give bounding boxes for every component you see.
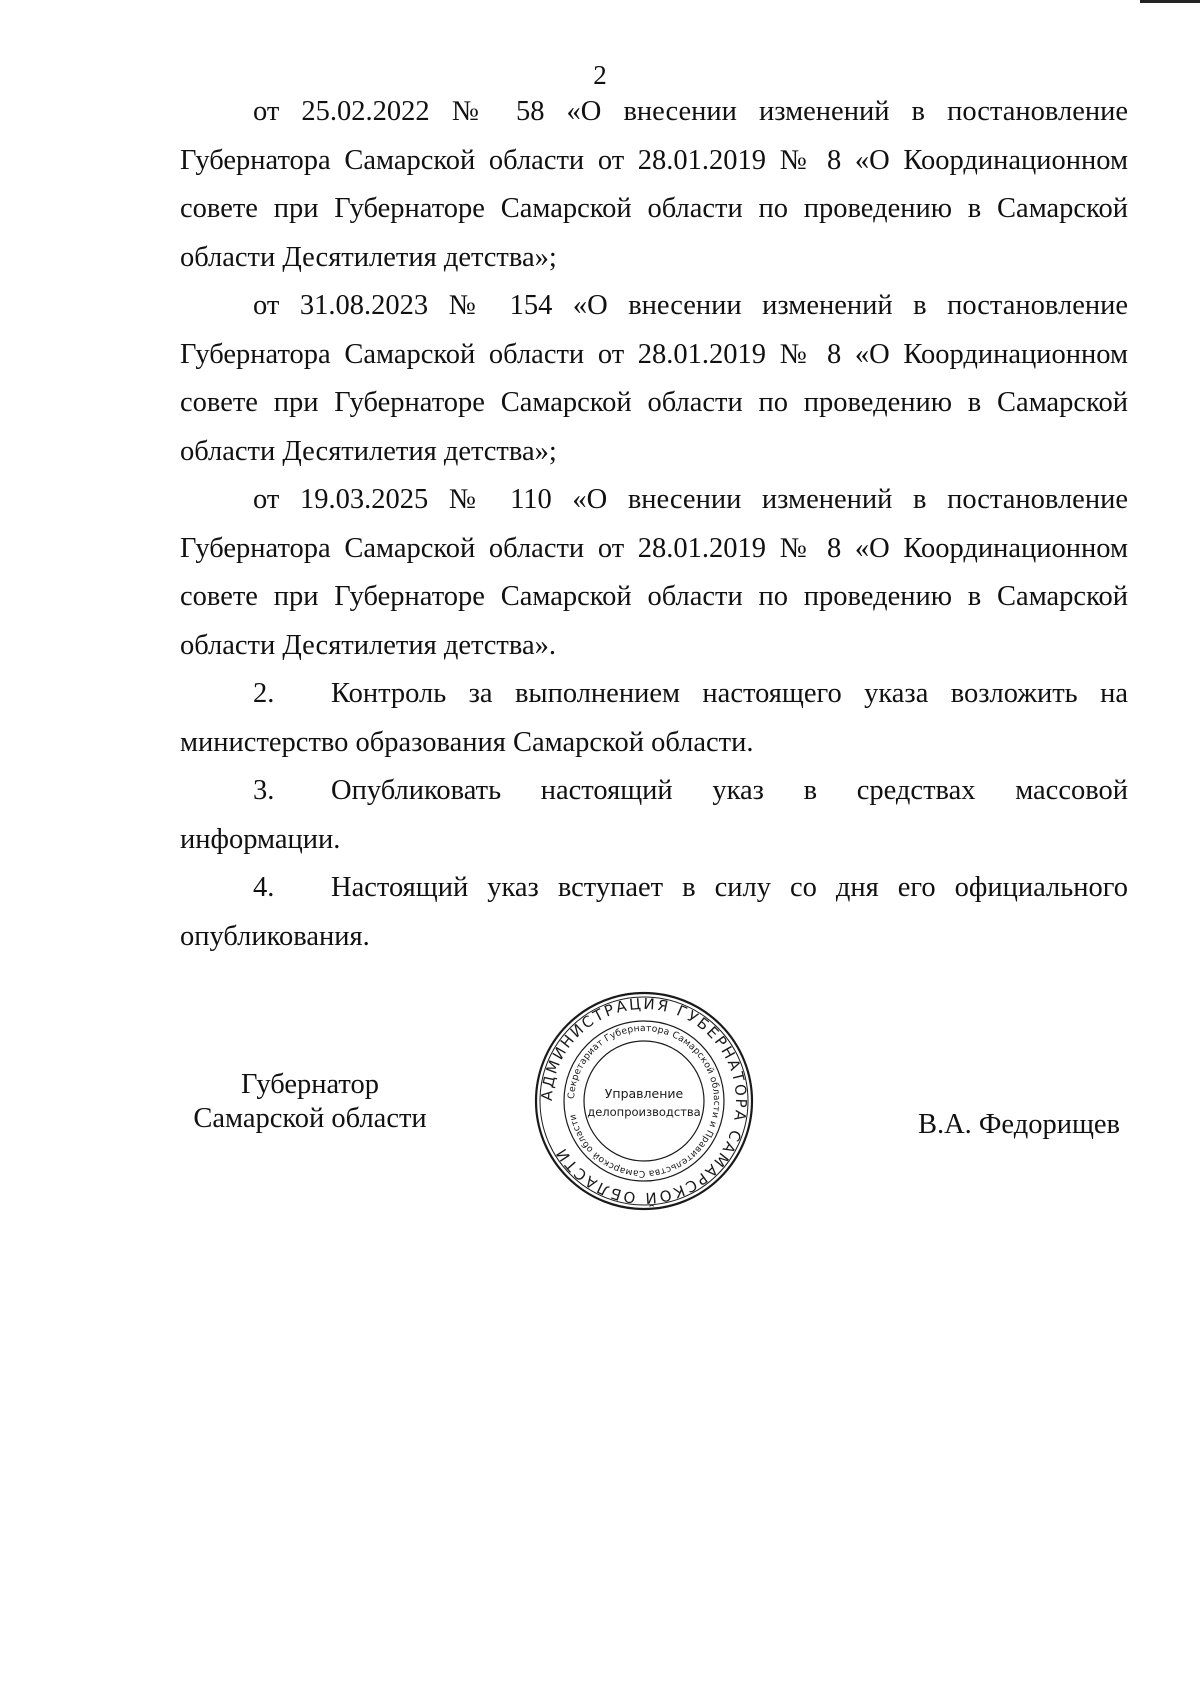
seal-center-line-1: Управление bbox=[604, 1086, 684, 1101]
scan-edge-mark bbox=[1140, 0, 1200, 3]
signatory-title-line1: Губернатор bbox=[240, 1069, 380, 1100]
official-seal-stamp bbox=[533, 990, 755, 1212]
seal-graphic bbox=[533, 990, 755, 1212]
seal-inner-ring-text: Секретариат Губернатора Самарской области и Правительства Самарской области bbox=[565, 1022, 723, 1180]
signatory-title-line2: Самарской области bbox=[193, 1103, 427, 1134]
item-text: Настоящий указ вступает в силу со дня его официального опубликования. bbox=[180, 872, 1128, 952]
seal-outer-text: АДМИНИСТРАЦИЯ ГУБЕРНАТОРА САМАРСКОЙ ОБЛАСТИ bbox=[537, 994, 751, 1208]
amendment-paragraph-2: от 31.08.2023 № 154 «О внесении изменений в постановление Губернатора Самарской области от 28.01.2019 № 8 «О Координационном совете при Губернаторе Самарской области по проведению в Самарской области Десятилетия детства»; bbox=[180, 290, 1128, 467]
signatory-name: В.А. Федорищев bbox=[917, 1109, 1120, 1140]
signatory-position bbox=[180, 1068, 440, 1136]
page-number: 2 bbox=[593, 60, 607, 90]
seal-middle-ring bbox=[564, 1021, 724, 1181]
numbered-item-2 bbox=[180, 670, 1128, 767]
item-number: 4. bbox=[253, 872, 275, 903]
amendment-paragraph-3: от 19.03.2025 № 110 «О внесении изменений в постановление Губернатора Самарской области от 28.01.2019 № 8 «О Координационном совете при Губернаторе Самарской области по проведению в Самарской области Десятилетия детства». bbox=[180, 484, 1128, 661]
document-body bbox=[180, 88, 1128, 961]
seal-center-line-2: делопроизводства bbox=[587, 1105, 701, 1119]
item-text: Контроль за выполнением настоящего указа возложить на министерство образования Самарской области. bbox=[180, 678, 1128, 758]
item-text: Опубликовать настоящий указ в средствах массовой информации. bbox=[180, 775, 1128, 855]
item-number: 2. bbox=[253, 678, 275, 709]
amendment-paragraph-1: от 25.02.2022 № 58 «О внесении изменений в постановление Губернатора Самарской области от 28.01.2019 № 8 «О Координационном совете при Губернаторе Самарской области по проведению в Самарской области Десятилетия детства»; bbox=[180, 96, 1128, 273]
seal-inner-ring bbox=[584, 1041, 704, 1161]
numbered-item-3 bbox=[180, 767, 1128, 864]
numbered-item-4 bbox=[180, 864, 1128, 961]
item-number: 3. bbox=[253, 775, 275, 806]
